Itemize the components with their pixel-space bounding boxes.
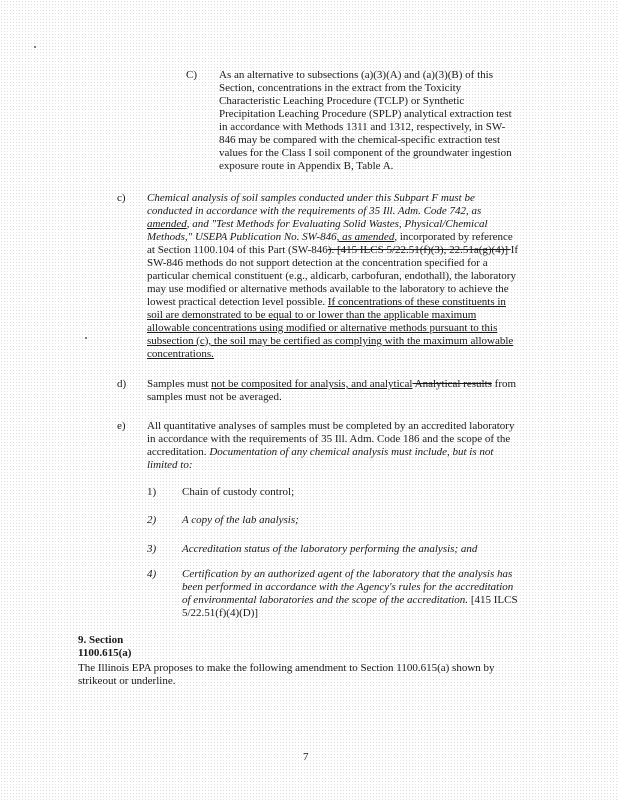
item-c-lower-text (147, 192, 519, 361)
chem-analysis-text: Chemical analysis of soil samples conducted under this Subpart F must be conducted in accordance with the requirements of 35 Ill. Adm. Code 742, as (147, 192, 482, 217)
item-e-seg1: All quantitative analyses of samples must be completed by an accredited laboratory in accordance with the requirements of 35 Ill. Adm. Code 186 and the scope of the accreditation. (147, 420, 515, 458)
subitem-2-text: A copy of the lab analysis; (182, 514, 299, 526)
subitem-4-marker: 4) (147, 568, 157, 580)
item-e-documentation: Documentation of any chemical analysis must include, but is not limited to: (147, 446, 494, 471)
struck-citation: ). [415 ILCS 5/22.51(f)(3), 22.51a(g)(4)] (327, 244, 511, 256)
subitem-3-text: Accreditation status of the laboratory performing the analysis; and (182, 543, 478, 555)
item-d-text (147, 378, 519, 404)
item-d-seg1: Samples must (147, 378, 212, 390)
section-9-body: The Illinois EPA proposes to make the following amendment to Section 1100.615(a) shown by strikeout or underline. (78, 662, 495, 687)
inserted-concentrations-text: If concentrations of these constituents in soil are demonstrated to be equal to or lower than the applicable maximum allowable concentrations using modified or alternative methods pursuant to this subsection (c), the soil may be certified as complying with the maximum allowable concentrations. (147, 296, 514, 360)
subitem-1-text: Chain of custody control; (182, 486, 295, 498)
subitem-4-text (182, 568, 519, 620)
section-9-heading: 9. Section 1100.615(a) (78, 634, 132, 659)
sw846-title-text: , and "Test Methods for Evaluating Solid Wastes, Physical/Chemical Methods," USEPA Publication No. SW-846 (147, 218, 488, 243)
scan-speck (85, 337, 87, 339)
item-d-seg4: from samples must not be averaged. (147, 378, 517, 403)
item-c-upper-marker: C) (186, 69, 197, 81)
certification-text: Certification by an authorized agent of the laboratory that the analysis has been performed in accordance with the Agency's rules for the accreditation of environmental laboratories and the scope of the accreditation. (182, 568, 514, 606)
subitem-2-marker: 2) (147, 514, 157, 526)
item-d-inserted: not be composited for analysis, and analytical (211, 378, 413, 390)
incorporation-text: , incorporated by reference at Section 1100.104 of this Part (SW-846 (147, 231, 513, 256)
inserted-amended: amended (147, 218, 187, 230)
item-d-marker: d) (117, 378, 127, 390)
sw846-methods-text: If SW-846 methods do not support detection at the concentration specified for a particular chemical constituent (e.g., aldicarb, carbofuran, endothall), the laboratory may use modified or alternative methods available to the laboratory to achieve the lowest practical detection level possible. (147, 244, 519, 308)
item-d-struck: Analytical results (412, 378, 492, 390)
page-number: 7 (303, 751, 309, 763)
subitem-1-marker: 1) (147, 486, 157, 498)
scan-speck (34, 46, 36, 48)
certification-citation: [415 ILCS 5/22.51(f)(4)(D)] (182, 594, 518, 619)
item-c-upper-text: As an alternative to subsections (a)(3)(A) and (a)(3)(B) of this Section, concentrations in the extract from the Toxicity Characteristic Leaching Procedure (TCLP) or Synthetic Precipitation Leaching Procedure (SPLP) analytical extraction test in accordance with Methods 1311 and 1312, respectively, in SW-846 may be compared with the chemical-specific extraction test values for the Class I soil component of the groundwater ingestion exposure route in Appendix B, Table A. (219, 69, 512, 172)
inserted-as-amended: , as amended (336, 231, 395, 243)
subitem-3-marker: 3) (147, 543, 157, 555)
item-e-marker: e) (117, 420, 126, 432)
item-c-lower-marker: c) (117, 192, 126, 204)
item-e-text (147, 420, 519, 472)
